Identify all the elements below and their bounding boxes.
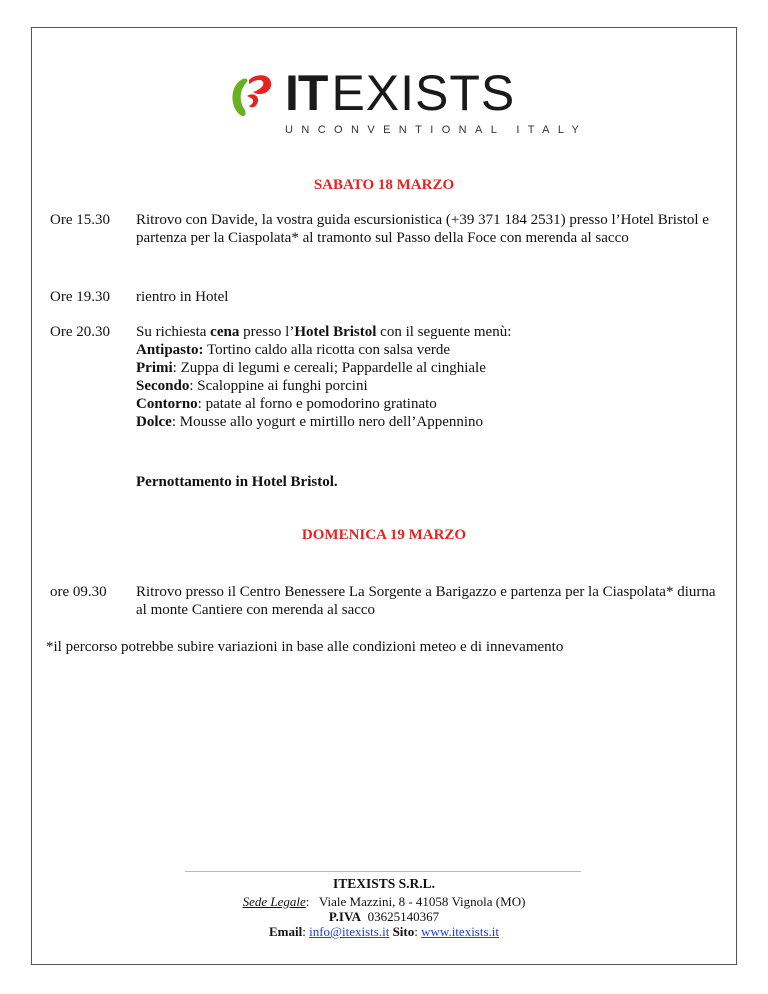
day-title-saturday: SABATO 18 MARZO	[313, 177, 455, 193]
menu-value: Tortino caldo alla ricotta con salsa verde	[203, 342, 451, 358]
menu-item	[136, 395, 716, 413]
menu-value: : Mousse allo yogurt e mirtillo nero dell’Appennino	[171, 414, 484, 430]
menu-item	[136, 377, 716, 395]
menu-item	[136, 359, 716, 377]
brand-wordmark	[285, 66, 515, 120]
menu-label: Antipasto:	[136, 342, 204, 358]
footer-divider	[185, 871, 581, 872]
brand-bold: IT	[285, 65, 328, 121]
menu-label: Contorno	[136, 396, 198, 412]
menu-label: Primi	[136, 360, 173, 376]
schedule-time: ore 09.30	[50, 584, 107, 600]
vat-number: 03625140367	[367, 909, 440, 924]
schedule-text: Ritrovo con Davide, la vostra guida escursionistica (+39 371 184 2531) presso l’Hotel Bristol e partenza per la Ciaspolata* al tramonto sul Passo della Foce con merenda al sacco	[136, 212, 709, 246]
brand-logo	[227, 65, 588, 144]
leaf-swirl-icon	[227, 70, 279, 122]
footer-contacts: Email: info@itexists.it Sito: www.itexists.it	[268, 924, 500, 939]
page-border	[31, 27, 737, 965]
schedule-text: rientro in Hotel	[136, 289, 229, 305]
footer-address	[0, 894, 768, 909]
dinner-intro-text: presso l’	[239, 324, 295, 340]
schedule-time: Ore 15.30	[50, 212, 110, 228]
menu-value: : Zuppa di legumi e cereali; Pappardelle al cinghiale	[172, 360, 486, 376]
overnight-note	[136, 473, 716, 491]
legal-colon: :	[305, 894, 310, 909]
overnight-text: Pernottamento in Hotel Bristol.	[136, 474, 338, 490]
day-title-sunday: DOMENICA 19 MARZO	[301, 527, 467, 543]
schedule-time: Ore 19.30	[50, 289, 110, 305]
website-link[interactable]: www.itexists.it	[421, 924, 500, 939]
company-name: ITEXISTS S.R.L.	[332, 876, 436, 891]
vat-label: P.IVA	[328, 909, 362, 924]
legal-label: Sede Legale	[242, 894, 306, 909]
site-label: Sito	[392, 924, 415, 939]
hotel-name: Hotel Bristol	[294, 324, 377, 340]
route-note: *il percorso potrebbe subire variazioni in base alle condizioni meteo e di innevamento	[46, 639, 564, 655]
dinner-intro-text: con il seguente menù:	[376, 324, 512, 340]
brand-tagline: UNCONVENTIONAL ITALY	[285, 124, 588, 136]
dinner-intro	[136, 323, 716, 341]
menu-value: : patate al forno e pomodorino gratinato	[197, 396, 437, 412]
menu-label: Dolce	[136, 414, 172, 430]
brand-light: EXISTS	[331, 65, 516, 121]
menu-value: : Scaloppine ai funghi porcini	[189, 378, 368, 394]
email-label: Email	[268, 924, 303, 939]
footer-company	[0, 876, 768, 891]
email-link[interactable]: info@itexists.it	[309, 924, 390, 939]
dinner-block	[136, 323, 716, 431]
legal-address: Viale Mazzini, 8 - 41058 Vignola (MO)	[318, 894, 526, 909]
dinner-intro-text: Su richiesta	[136, 324, 211, 340]
footer-vat	[0, 909, 768, 924]
schedule-time: Ore 20.30	[50, 324, 110, 340]
menu-item	[136, 341, 716, 359]
schedule-text: Ritrovo presso il Centro Benessere La Sorgente a Barigazzo e partenza per la Ciaspolata* diurna al monte Cantiere con merenda al sacco	[136, 584, 716, 618]
dinner-keyword: cena	[210, 324, 240, 340]
menu-item	[136, 413, 716, 431]
menu-label: Secondo	[136, 378, 190, 394]
